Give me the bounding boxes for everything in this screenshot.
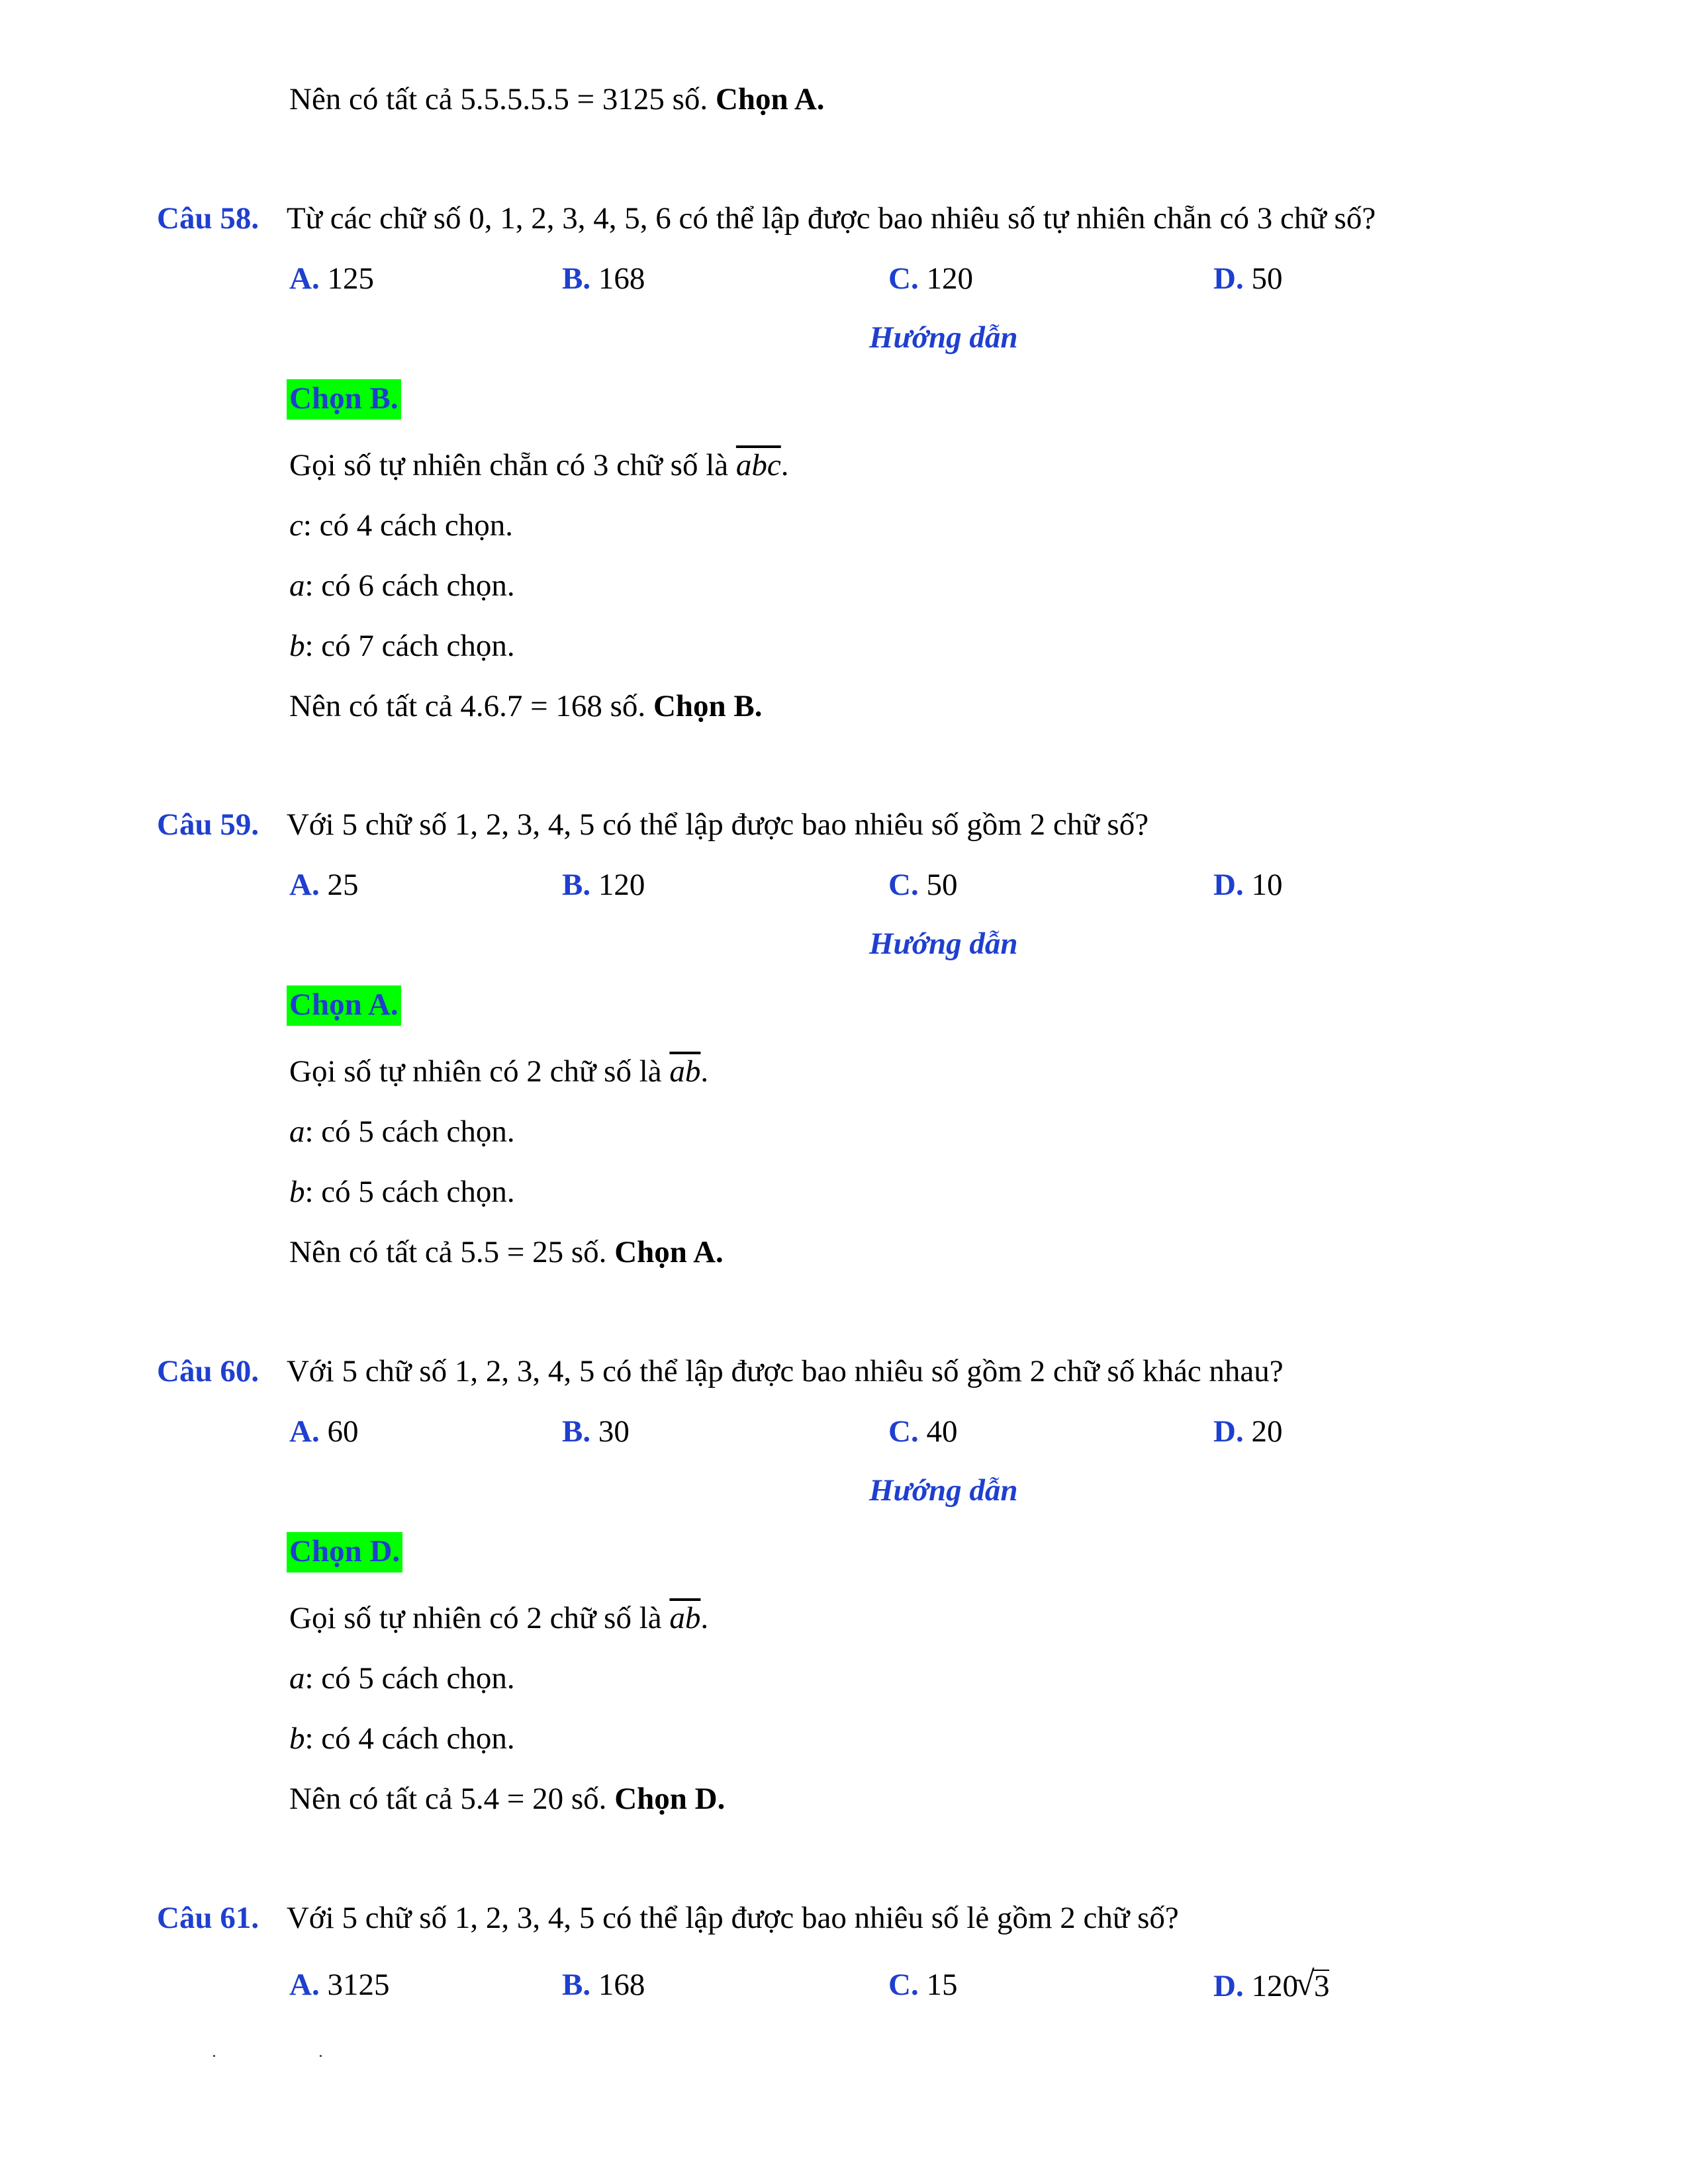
q58-option-d-label: D. xyxy=(1213,261,1244,296)
q58-option-a-label: A. xyxy=(289,261,320,296)
q59-setup-var: $\overline{ab}$ xyxy=(669,1054,701,1089)
intro-pre: Nên có tất cả xyxy=(289,82,461,116)
q58-option-a[interactable] xyxy=(289,263,374,295)
q60-option-d-label: D. xyxy=(1213,1414,1244,1449)
q60-step-1-text: : có 5 cách chọn. xyxy=(305,1661,515,1696)
q58-option-d[interactable] xyxy=(1213,263,1282,295)
q58-step-2-var: a xyxy=(289,569,305,603)
q60-conclusion-math: 5.4 = 20 xyxy=(460,1782,564,1816)
q58-option-c[interactable] xyxy=(888,263,973,295)
q59-step-1-var: a xyxy=(289,1115,305,1149)
q60-option-a-label: A. xyxy=(289,1414,320,1449)
q59-conclusion-math: 5.5 = 25 xyxy=(460,1235,564,1269)
q60-option-d[interactable] xyxy=(1213,1416,1282,1447)
q58-step-1-var: c xyxy=(289,508,303,543)
q60-step-2-text: : có 4 cách chọn. xyxy=(305,1721,515,1756)
q58-step-1-text: : có 4 cách chọn. xyxy=(303,508,513,543)
q60-conclusion xyxy=(289,1784,725,1815)
q60-step-2 xyxy=(289,1723,515,1754)
q58-option-b-value: 168 xyxy=(598,261,645,296)
q60-option-d-value: 20 xyxy=(1251,1414,1283,1449)
q59-answer-badge: Chọn A. xyxy=(287,985,401,1026)
q61-option-c-label: C. xyxy=(888,1968,919,2002)
q58-step-2-text: : có 6 cách chọn. xyxy=(305,569,515,603)
q58-option-a-value: 125 xyxy=(327,261,374,296)
intro-choice: Chọn A. xyxy=(715,82,825,116)
q61-option-b-value: 168 xyxy=(598,1968,645,2002)
q60-answer-badge: Chọn D. xyxy=(287,1532,402,1572)
q59-setup-text: Gọi số tự nhiên có 2 chữ số là xyxy=(289,1054,670,1089)
q59-option-d[interactable] xyxy=(1213,870,1282,901)
q61-option-c[interactable] xyxy=(888,1970,957,2001)
q60-step-1 xyxy=(289,1663,515,1694)
q61-option-d-value: 120 xyxy=(1251,1969,1298,2003)
q60-option-c-label: C. xyxy=(888,1414,919,1449)
q60-option-a-value: 60 xyxy=(327,1414,359,1449)
q58-option-b-label: B. xyxy=(562,261,591,296)
q59-conclusion-choice: Chọn A. xyxy=(614,1235,724,1269)
question-59 xyxy=(157,809,1149,841)
q58-option-d-value: 50 xyxy=(1251,261,1283,296)
question-59-text: Với 5 chữ số 1, 2, 3, 4, 5 có thể lập được bao nhiêu số gồm 2 chữ số? xyxy=(286,807,1149,842)
q60-guide-heading: Hướng dẫn xyxy=(869,1473,1018,1508)
q59-option-a-value: 25 xyxy=(327,868,359,902)
q60-option-c-value: 40 xyxy=(926,1414,958,1449)
q59-step-2-var: b xyxy=(289,1175,305,1209)
q61-option-b-label: B. xyxy=(562,1968,591,2002)
question-61-text: Với 5 chữ số 1, 2, 3, 4, 5 có thể lập được bao nhiêu số lẻ gồm 2 chữ số? xyxy=(286,1901,1179,1935)
q59-step-1-text: : có 5 cách chọn. xyxy=(305,1115,515,1149)
q59-conclusion xyxy=(289,1237,724,1268)
question-59-label: Câu 59. xyxy=(157,807,259,842)
question-60-text: Với 5 chữ số 1, 2, 3, 4, 5 có thể lập được bao nhiêu số gồm 2 chữ số khác nhau? xyxy=(286,1354,1284,1388)
q60-setup-post: . xyxy=(700,1601,709,1635)
q58-conclusion-choice: Chọn B. xyxy=(653,689,763,723)
q58-conclusion xyxy=(289,691,763,722)
q60-conclusion-pre: Nên có tất cả xyxy=(289,1782,461,1816)
q61-option-a-label: A. xyxy=(289,1968,320,2002)
q61-option-a[interactable] xyxy=(289,1970,389,2001)
q59-option-a[interactable] xyxy=(289,870,358,901)
q60-setup xyxy=(289,1603,708,1634)
q58-option-c-value: 120 xyxy=(926,261,973,296)
q59-option-c-label: C. xyxy=(888,868,919,902)
q59-setup-post: . xyxy=(700,1054,709,1089)
q58-guide-heading: Hướng dẫn xyxy=(869,320,1018,355)
q58-step-3-text: : có 7 cách chọn. xyxy=(305,629,515,663)
question-60-label: Câu 60. xyxy=(157,1354,259,1388)
q60-step-2-var: b xyxy=(289,1721,305,1756)
q59-guide-heading: Hướng dẫn xyxy=(869,927,1018,961)
q60-conclusion-post: số. xyxy=(563,1782,615,1816)
q59-option-b-label: B. xyxy=(562,868,591,902)
q59-option-c-value: 50 xyxy=(926,868,958,902)
q60-conclusion-choice: Chọn D. xyxy=(614,1782,726,1816)
question-61-label: Câu 61. xyxy=(157,1901,259,1935)
q58-step-3 xyxy=(289,631,515,662)
question-60 xyxy=(157,1356,1284,1387)
q58-answer-badge: Chọn B. xyxy=(287,379,401,420)
q58-step-2 xyxy=(289,570,515,602)
q59-option-b[interactable] xyxy=(562,870,645,901)
q61-option-b[interactable] xyxy=(562,1970,645,2001)
q59-step-1 xyxy=(289,1116,515,1148)
question-58 xyxy=(157,203,1376,234)
q58-setup-var: $\overline{abc}$ xyxy=(735,448,781,482)
stray-dot xyxy=(320,2055,322,2057)
q61-option-a-value: 3125 xyxy=(327,1968,390,2002)
q60-setup-text: Gọi số tự nhiên có 2 chữ số là xyxy=(289,1601,670,1635)
q58-setup-text: Gọi số tự nhiên chẵn có 3 chữ số là xyxy=(289,448,736,482)
intro-conclusion xyxy=(289,84,825,115)
intro-math: 5.5.5.5.5 = 3125 xyxy=(460,82,665,116)
q59-option-b-value: 120 xyxy=(598,868,645,902)
q59-option-a-label: A. xyxy=(289,868,320,902)
q60-option-a[interactable] xyxy=(289,1416,358,1447)
intro-post: số. xyxy=(664,82,716,116)
q60-option-c[interactable] xyxy=(888,1416,957,1447)
q61-option-d-sqrt: √ 3 xyxy=(1313,1970,1330,2002)
q58-option-b[interactable] xyxy=(562,263,645,295)
q61-option-c-value: 15 xyxy=(926,1968,958,2002)
q59-conclusion-pre: Nên có tất cả xyxy=(289,1235,461,1269)
q58-setup xyxy=(289,450,789,481)
q60-option-b-value: 30 xyxy=(598,1414,630,1449)
stray-dot xyxy=(213,2055,215,2057)
q58-conclusion-post: số. xyxy=(602,689,653,723)
q59-conclusion-post: số. xyxy=(563,1235,615,1269)
q58-conclusion-math: 4.6.7 = 168 xyxy=(460,689,602,723)
q61-option-d-label: D. xyxy=(1213,1969,1244,2003)
question-61 xyxy=(157,1903,1179,1934)
question-58-text: Từ các chữ số 0, 1, 2, 3, 4, 5, 6 có thể lập được bao nhiêu số tự nhiên chẵn có 3 chữ số? xyxy=(286,201,1376,236)
q58-option-c-label: C. xyxy=(888,261,919,296)
q58-step-1 xyxy=(289,510,513,541)
q60-option-b-label: B. xyxy=(562,1414,591,1449)
q60-option-b[interactable] xyxy=(562,1416,630,1447)
q59-step-2-text: : có 5 cách chọn. xyxy=(305,1175,515,1209)
q59-option-c[interactable] xyxy=(888,870,957,901)
q60-step-1-var: a xyxy=(289,1661,305,1696)
q59-option-d-label: D. xyxy=(1213,868,1244,902)
q59-option-d-value: 10 xyxy=(1251,868,1283,902)
q58-setup-post: . xyxy=(780,448,789,482)
q58-conclusion-pre: Nên có tất cả xyxy=(289,689,461,723)
q61-option-d[interactable] xyxy=(1213,1970,1329,2002)
question-58-label: Câu 58. xyxy=(157,201,259,236)
q58-step-3-var: b xyxy=(289,629,305,663)
q60-setup-var: $\overline{ab}$ xyxy=(669,1601,701,1635)
q59-step-2 xyxy=(289,1177,515,1208)
q59-setup xyxy=(289,1056,708,1087)
